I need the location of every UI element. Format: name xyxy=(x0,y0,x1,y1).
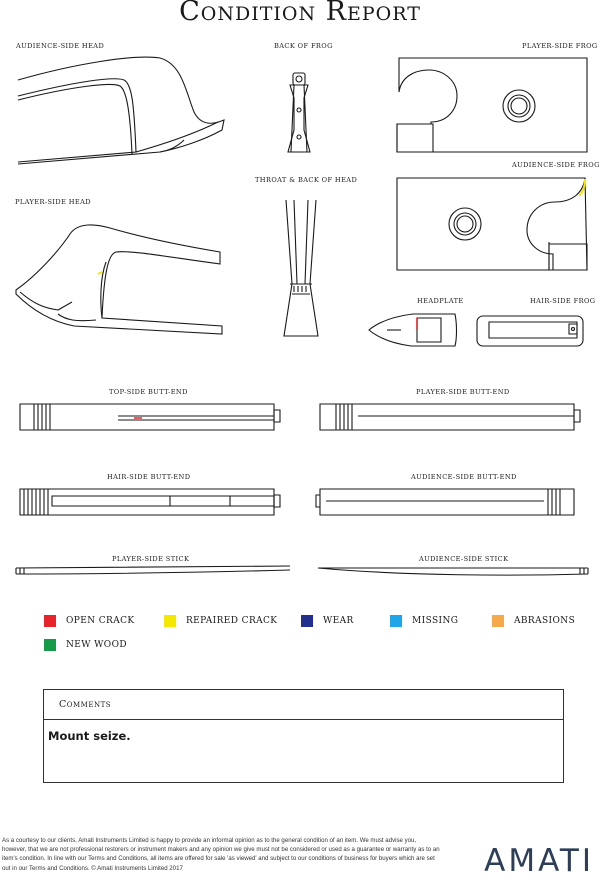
label-headplate: HEADPLATE xyxy=(417,297,464,305)
label-player-side-butt-end: PLAYER-SIDE BUTT-END xyxy=(416,388,510,396)
player-side-frog-diagram xyxy=(395,56,589,154)
audience-side-butt-end-diagram xyxy=(318,487,582,517)
legend-item-abrasions xyxy=(492,615,575,627)
label-player-side-head: PLAYER-SIDE HEAD xyxy=(15,198,91,206)
legend xyxy=(44,615,584,665)
back-of-frog-diagram xyxy=(278,70,320,156)
player-side-head-diagram xyxy=(14,222,226,340)
legend-label: ABRASIONS xyxy=(514,616,576,626)
label-throat-back-of-head: THROAT & BACK OF HEAD xyxy=(255,176,358,184)
player-side-butt-end-diagram xyxy=(318,402,582,432)
label-audience-side-stick: AUDIENCE-SIDE STICK xyxy=(419,555,509,563)
legend-item-open-crack xyxy=(44,615,135,627)
legend-item-repaired-crack xyxy=(164,615,277,627)
page-title: Condition Report xyxy=(179,0,421,27)
hair-side-frog-diagram xyxy=(475,314,587,348)
new-wood-swatch xyxy=(44,639,56,651)
label-top-side-butt-end: TOP-SIDE BUTT-END xyxy=(109,388,188,396)
label-back-of-frog: BACK OF FROG xyxy=(274,42,333,50)
wear-swatch xyxy=(301,615,313,627)
comments-box xyxy=(43,689,564,783)
comments-heading: Comments xyxy=(44,690,563,720)
comments-text: Mount seize. xyxy=(48,729,131,743)
label-audience-side-head: AUDIENCE-SIDE HEAD xyxy=(16,42,105,50)
hair-side-butt-end-diagram xyxy=(18,487,282,517)
legend-item-missing xyxy=(390,615,458,627)
abrasions-swatch xyxy=(492,615,504,627)
repaired-crack-swatch xyxy=(164,615,176,627)
throat-back-of-head-diagram xyxy=(280,198,322,340)
missing-swatch xyxy=(390,615,402,627)
label-player-side-stick: PLAYER-SIDE STICK xyxy=(112,555,190,563)
audience-side-frog-diagram xyxy=(395,176,589,274)
legend-label: REPAIRED CRACK xyxy=(186,616,278,626)
audience-side-head-diagram xyxy=(14,52,226,174)
legend-label: WEAR xyxy=(323,616,354,626)
legend-item-new-wood xyxy=(44,639,127,651)
amati-logo: AMATI xyxy=(484,843,594,879)
label-audience-side-butt-end: AUDIENCE-SIDE BUTT-END xyxy=(411,473,517,481)
legend-label: NEW WOOD xyxy=(66,640,127,650)
label-audience-side-frog: AUDIENCE-SIDE FROG xyxy=(512,161,600,169)
disclaimer-text: As a courtesy to our clients, Amati Instruments Limited is happy to provide an informal opinion as to the general condition of an item. We must advise you, however, that we are not professional restorers or instrument makers and any opinion we give must not be considered or used as a guarantee or warranty as to an item's condition. In line with our Terms and Conditions, all items are offered for sale 'as viewed' and subject to our conditions of business for buyers which are set out in our Terms and Conditions. © Amati Instruments Limited 2017 xyxy=(2,837,440,872)
open-crack-swatch xyxy=(44,615,56,627)
legend-item-wear xyxy=(301,615,354,627)
legend-label: MISSING xyxy=(412,616,459,626)
audience-side-stick-diagram xyxy=(316,564,592,578)
label-hair-side-frog: HAIR-SIDE FROG xyxy=(530,297,596,305)
top-side-butt-end-diagram xyxy=(18,402,282,432)
label-player-side-frog: PLAYER-SIDE FROG xyxy=(522,42,598,50)
player-side-stick-diagram xyxy=(14,564,294,578)
legend-label: OPEN CRACK xyxy=(66,616,135,626)
label-hair-side-butt-end: HAIR-SIDE BUTT-END xyxy=(107,473,191,481)
headplate-diagram xyxy=(367,310,459,350)
